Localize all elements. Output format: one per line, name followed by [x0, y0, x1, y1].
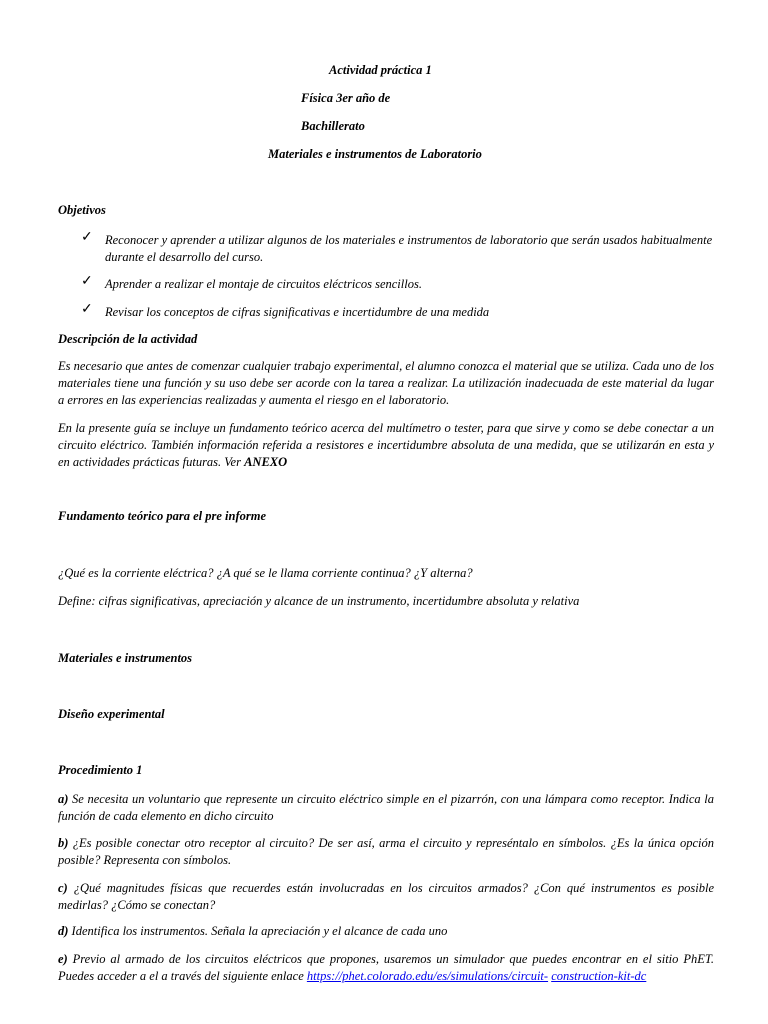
- fundamento-heading: Fundamento teórico para el pre informe: [58, 509, 266, 523]
- phet-link-part-1[interactable]: https://phet.colorado.edu/es/simulations/circuit-: [306, 969, 549, 983]
- descripcion-paragraph-2: [58, 420, 714, 471]
- procedimiento-item-b: [58, 835, 714, 869]
- checkmark-icon: ✓: [81, 230, 93, 245]
- procedimiento-item-e: [58, 951, 714, 985]
- item-e-text: Previo al armado de los circuitos eléctricos que propones, usaremos un simulador que puedes encontrar en el sitio PhET. Puedes acceder a el a través del siguiente enlace: [58, 952, 714, 983]
- objetivo-item: Reconocer y aprender a utilizar algunos de los materiales e instrumentos de laboratorio que serán usados habitualmente durante el desarrollo del curso.: [105, 233, 713, 264]
- item-c-label: c): [58, 881, 68, 895]
- procedimiento-item-c: [58, 880, 714, 914]
- objetivo-item: Aprender a realizar el montaje de circuitos eléctricos sencillos.: [105, 277, 422, 291]
- anexo-reference: ANEXO: [244, 455, 288, 469]
- item-c-text: ¿Qué magnitudes físicas que recuerdes están involucradas en los circuitos armados? ¿Con qué instrumentos es posible medirlas? ¿Cómo se conectan?: [58, 881, 714, 912]
- course-title: Física 3er año de: [301, 91, 391, 105]
- phet-link-part-2[interactable]: construction-kit-dc: [551, 969, 647, 983]
- item-b-label: b): [58, 836, 69, 850]
- diseno-heading: Diseño experimental: [58, 707, 165, 721]
- item-d-text: Identifica los instrumentos. Señala la apreciación y el alcance de cada uno: [68, 924, 448, 938]
- procedimiento-heading: Procedimiento 1: [58, 763, 143, 777]
- item-d-label: d): [58, 924, 69, 938]
- checkmark-icon: ✓: [81, 274, 93, 289]
- activity-title: Actividad práctica 1: [329, 63, 432, 77]
- checkmark-icon: ✓: [81, 302, 93, 317]
- descripcion-paragraph-2-text: En la presente guía se incluye un fundamento teórico acerca del multímetro o tester, para que sirve y como se debe conectar a un circuito eléctrico. También información referida a resistores e incertidumbre absoluta de una medida, que se utilizarán en esta y en actividades prácticas futuras. Ver: [58, 421, 714, 469]
- objetivo-item: Revisar los conceptos de cifras significativas e incertidumbre de una medida: [105, 305, 490, 319]
- document-subtitle: Materiales e instrumentos de Laboratorio: [268, 147, 482, 161]
- item-e-label: e): [58, 952, 68, 966]
- descripcion-paragraph-1: Es necesario que antes de comenzar cualquier trabajo experimental, el alumno conozca el material que se utiliza. Cada uno de los materiales tiene una función y su uso debe ser acorde con la tarea a realizar. La utilización inadecuada de este material da lugar a errores en las experiencias realizadas y aumenta el riesgo en el laboratorio.: [58, 359, 714, 407]
- objetivos-heading: Objetivos: [58, 203, 106, 217]
- fundamento-question-2: Define: cifras significativas, apreciación y alcance de un instrumento, incertidumbre absoluta y relativa: [58, 594, 580, 608]
- descripcion-heading: Descripción de la actividad: [58, 332, 198, 346]
- course-level: Bachillerato: [301, 119, 365, 133]
- item-a-text: Se necesita un voluntario que represente un circuito eléctrico simple en el pizarrón, con una lámpara como receptor. Indica la función de cada elemento en dicho circuito: [58, 792, 714, 823]
- materiales-heading: Materiales e instrumentos: [58, 651, 193, 665]
- procedimiento-item-d: [58, 923, 714, 940]
- item-a-label: a): [58, 792, 69, 806]
- fundamento-question-1: ¿Qué es la corriente eléctrica? ¿A qué se le llama corriente continua? ¿Y alterna?: [58, 566, 473, 580]
- item-b-text: ¿Es posible conectar otro receptor al circuito? De ser así, arma el circuito y represéntalo en símbolos. ¿Es la única opción posible? Representa con símbolos.: [58, 836, 714, 867]
- procedimiento-item-a: [58, 791, 714, 825]
